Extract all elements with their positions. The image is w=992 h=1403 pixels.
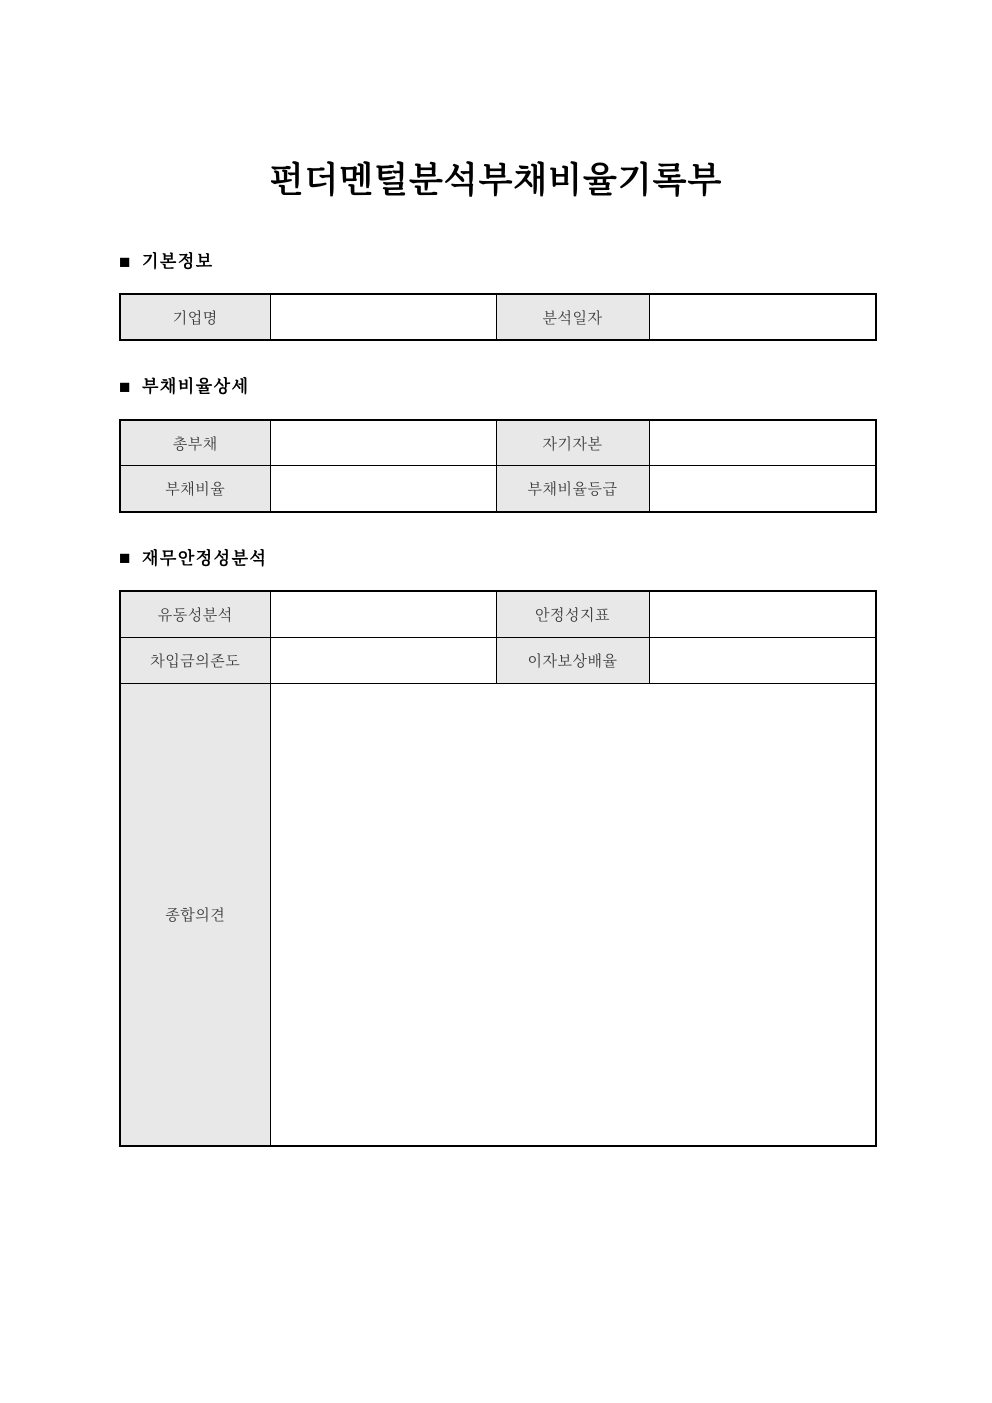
table-row: [120, 591, 876, 637]
field-value-cell[interactable]: [649, 637, 876, 683]
section-marker-icon: ■: [119, 377, 132, 399]
table-row: [120, 294, 876, 340]
section-marker-icon: ■: [119, 251, 132, 273]
field-value-cell[interactable]: [270, 420, 496, 466]
section-heading-text: 부채비율상세: [141, 377, 250, 397]
table-row: [120, 637, 876, 683]
field-value-cell[interactable]: [270, 466, 496, 512]
field-label: 유동성분석: [120, 591, 270, 637]
field-label: 자기자본: [496, 420, 649, 466]
field-label: 이자보상배율: [496, 637, 649, 683]
opinion-value-cell[interactable]: [270, 683, 876, 1146]
field-value-cell[interactable]: [270, 591, 496, 637]
section-heading-text: 기본정보: [141, 252, 214, 271]
document-content: [119, 252, 875, 1147]
section-heading: [119, 252, 875, 272]
field-value-cell[interactable]: [649, 591, 876, 637]
section-heading-text: 재무안정성분석: [141, 548, 268, 568]
field-label: 안정성지표: [496, 591, 649, 637]
field-value-cell[interactable]: [270, 294, 496, 340]
field-label: 차입금의존도: [120, 637, 270, 683]
page-title: 펀더멘털분석부채비율기록부: [269, 161, 723, 200]
field-label: 부채비율: [120, 466, 270, 512]
section-heading: [119, 377, 875, 397]
debt-ratio-table: [119, 419, 877, 513]
field-value-cell[interactable]: [649, 294, 876, 340]
field-label: 분석일자: [496, 294, 649, 340]
table-row: [120, 420, 876, 466]
stability-table: [119, 590, 877, 1147]
field-value-cell[interactable]: [649, 466, 876, 512]
field-label: 기업명: [120, 294, 270, 340]
basic-info-table: [119, 293, 877, 341]
table-row-opinion: [120, 683, 876, 1146]
field-label: 부채비율등급: [496, 466, 649, 512]
section-debt-ratio-detail: [119, 377, 875, 512]
section-heading: [119, 549, 875, 569]
field-label: 총부채: [120, 420, 270, 466]
section-basic-info: [119, 252, 875, 341]
field-value-cell[interactable]: [649, 420, 876, 466]
opinion-label: 종합의견: [120, 683, 270, 1146]
table-row: [120, 466, 876, 512]
section-financial-stability: [119, 549, 875, 1147]
section-marker-icon: ■: [119, 548, 132, 570]
field-value-cell[interactable]: [270, 637, 496, 683]
